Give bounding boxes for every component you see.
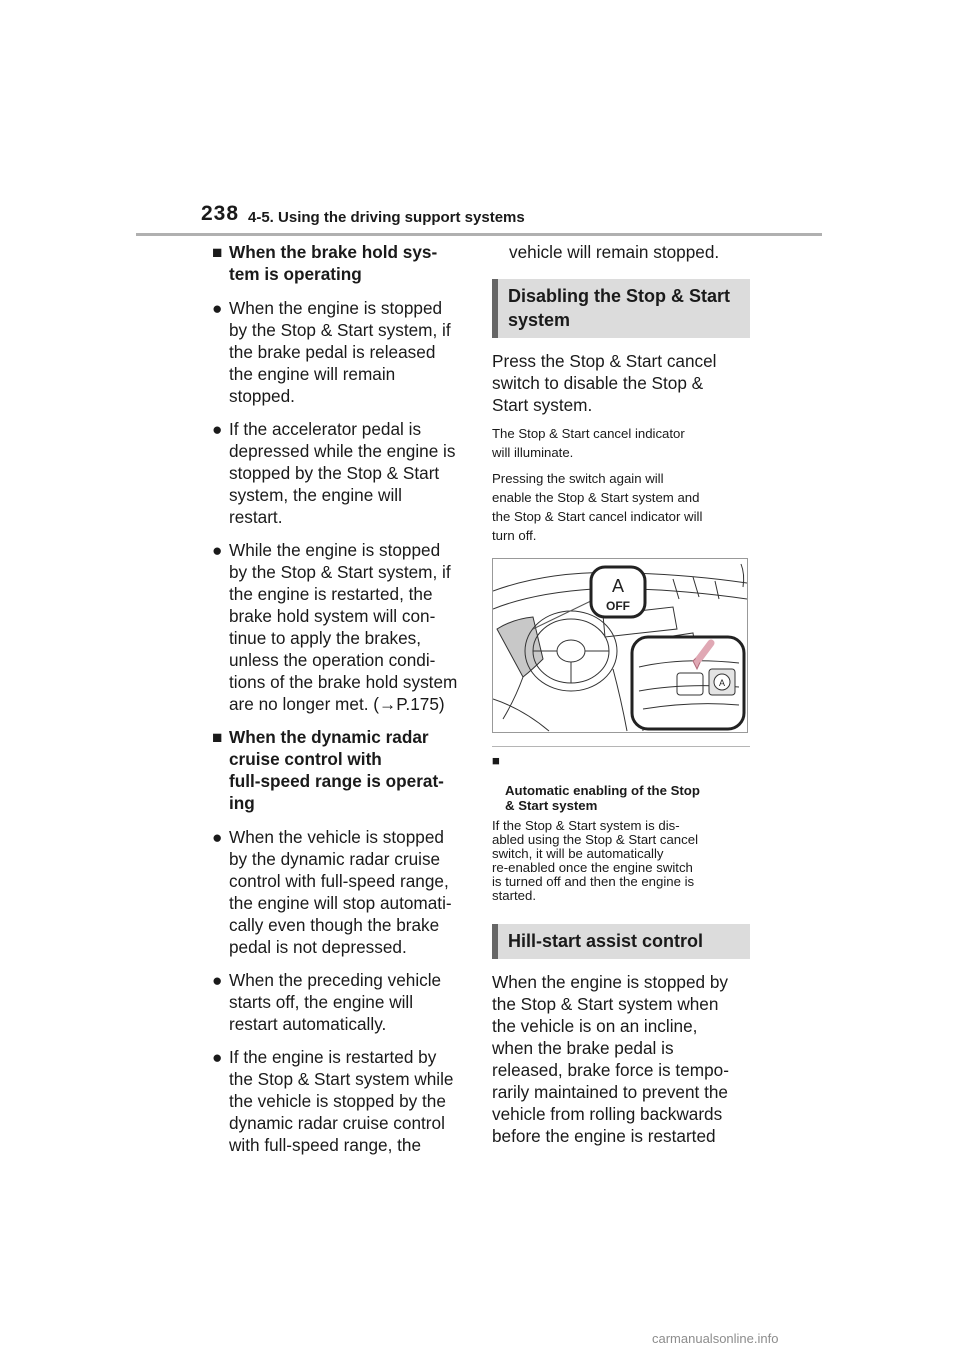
header-divider <box>136 233 822 236</box>
list-item <box>212 969 468 1035</box>
bullet-dot-icon: ● <box>212 419 223 439</box>
hill-start-text: When the engine is stopped by the Stop & Start system when the vehicle is on an incline, when the brake pedal is released, brake force is tempo- rarily maintained to prevent the vehicle from rolling backwards before the engine is restarted <box>492 972 729 1146</box>
list-item-text: If the accelerator pedal is depressed while the engine is stopped by the Stop & Start system, the engine will restart. <box>229 419 456 527</box>
subheading-text: When the dynamic radar cruise control with full-speed range is operat- ing <box>229 727 444 813</box>
square-bullet-icon: ■ <box>212 242 223 262</box>
list-item <box>212 539 468 715</box>
list-item <box>212 826 468 958</box>
subheading-brake-hold <box>212 241 468 285</box>
list-item <box>212 1046 468 1156</box>
list-item-text: When the engine is stopped by the Stop & Start system, if the brake pedal is released the engine will remain stopped. <box>229 298 451 406</box>
re-enable-note: Pressing the switch again will enable the Stop & Start system and the Stop & Start cancel indicator will turn off. <box>492 471 703 543</box>
bullet-dot-icon: ● <box>212 1047 223 1067</box>
indicator-note: The Stop & Start cancel indicator will illuminate. <box>492 426 685 460</box>
note-divider <box>492 746 750 747</box>
list-item <box>212 418 468 528</box>
callout-label-off: OFF <box>606 599 630 613</box>
right-column <box>492 240 750 545</box>
page-reference-link[interactable]: →P.175) <box>379 694 445 714</box>
bullet-dot-icon: ● <box>212 827 223 847</box>
bullet-dot-icon: ● <box>212 298 223 318</box>
bullet-dot-icon: ● <box>212 540 223 560</box>
note-heading <box>492 753 750 813</box>
subheading-text: When the brake hold sys- tem is operating <box>229 242 438 284</box>
list-item-text: When the vehicle is stopped by the dynamic radar cruise control with full-speed range, the engine will stop automati- cally even though the brake pedal is not depressed. <box>229 827 452 957</box>
page-number: 238 <box>201 202 240 225</box>
subheading-radar-cruise <box>212 726 468 814</box>
list-item-text: When the preceding vehicle starts off, the engine will restart automatically. <box>229 970 442 1034</box>
section-title: 4-5. Using the driving support systems <box>248 209 525 226</box>
inset-label-a: A <box>718 678 726 688</box>
right-column-lower <box>492 746 750 1147</box>
note-body: If the Stop & Start system is dis- abled using the Stop & Start cancel switch, it will be automatically re-enabled once the engine switch is turned off and then the engine is started. <box>492 818 699 903</box>
instruction-text: Press the Stop & Start cancel switch to disable the Stop & Start system. <box>492 351 717 415</box>
page-header <box>0 0 960 240</box>
list-item <box>212 297 468 407</box>
square-bullet-icon: ■ <box>212 727 223 747</box>
list-item-text: While the engine is stopped by the Stop & Start system, if the engine is restarted, the brake hold system will con- tinue to apply the brakes, unless the operation condi- tions of the brake hold system are no longer met. ( <box>229 540 458 714</box>
callout-label-a: A <box>611 576 625 596</box>
section-heading-disabling: Disabling the Stop & Start system <box>492 279 750 338</box>
continuation-text: vehicle will remain stopped. <box>509 242 720 262</box>
list-item-text: If the engine is restarted by the Stop & Start system while the vehicle is stopped by the dynamic radar cruise control with full-speed range, the <box>229 1047 454 1155</box>
section-heading-hill-start: Hill-start assist control <box>492 924 750 959</box>
watermark: carmanualsonline.info <box>652 1331 779 1346</box>
bullet-dot-icon: ● <box>212 970 223 990</box>
note-heading-text: Automatic enabling of the Stop & Start system <box>505 783 700 813</box>
cockpit-illustration <box>492 558 748 733</box>
cockpit-drawing <box>493 559 747 732</box>
square-bullet-icon: ■ <box>492 753 500 768</box>
left-column <box>212 240 468 1167</box>
